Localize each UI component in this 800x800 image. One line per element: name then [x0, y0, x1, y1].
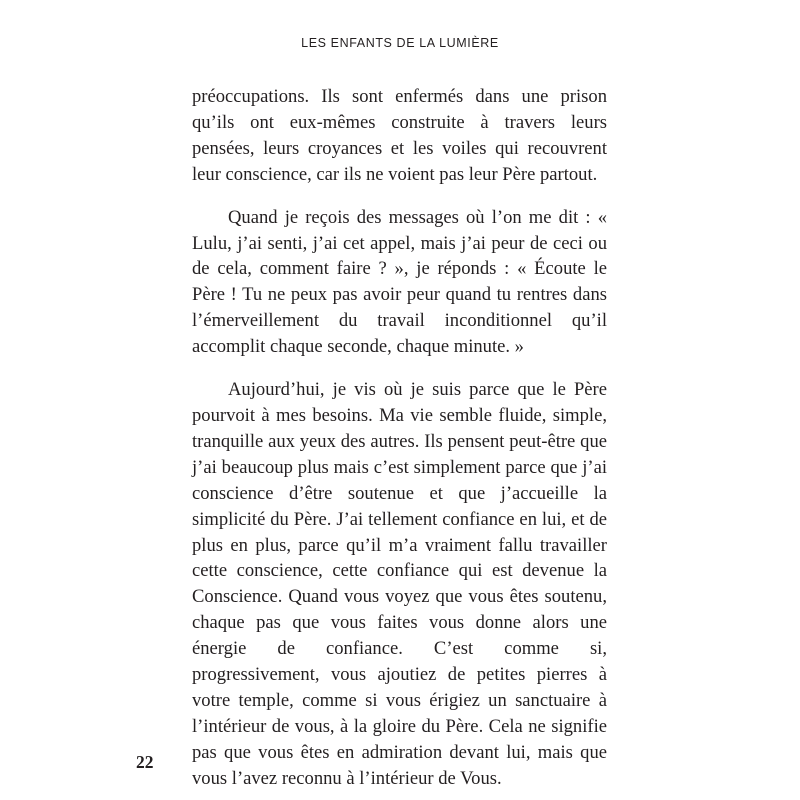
paragraph-aujourdhui: Aujourd’hui, je vis où je suis parce que le Père pourvoit à mes besoins. Ma vie semble fluide, simple, tranquille aux yeux des autres. Ils pensent peut-être que j’ai beaucoup plus mais c’est simplement parce que j’ai conscience d’être soutenue et que j’accueille la simplicité du Père. J’ai tellement confiance en lui, et de plus en plus, parce qu’il m’a vraiment fallu travailler cette conscience, cette confiance qui est devenue la Conscience. Quand vous voyez que vous êtes soutenu, chaque pas que vous faites vous donne alors une énergie de confiance. C’est comme si, progressivement, vous ajoutiez de petites pierres à votre temple, comme si vous érigiez un sanctuaire à l’intérieur de vous, à la gloire du Père. Cela ne signifie pas que vous êtes en admiration devant lui, mais que vous l’avez reconnu à l’intérieur de Vous. [192, 379, 607, 789]
paragraph-continuation: préoccupations. Ils sont enfermés dans une prison qu’ils ont eux-mêmes construite à travers leurs pensées, leurs croyances et les voiles qui recouvrent leur conscience, car ils ne voient pas leur Père partout. [192, 86, 607, 185]
page-number: 22 [136, 752, 154, 772]
running-header: LES ENFANTS DE LA LUMIÈRE [301, 36, 499, 50]
paragraph-messages: Quand je reçois des messages où l’on me dit : « Lulu, j’ai senti, j’ai cet appel, mais j’ai peur de ceci ou de cela, comment faire ? », je réponds : « Écoute le Père ! Tu ne peux pas avoir peur quand tu rentres dans l’émerveillement du travail inconditionnel qu’il accomplit chaque seconde, chaque minute. » [192, 206, 607, 358]
body-text [192, 84, 607, 792]
